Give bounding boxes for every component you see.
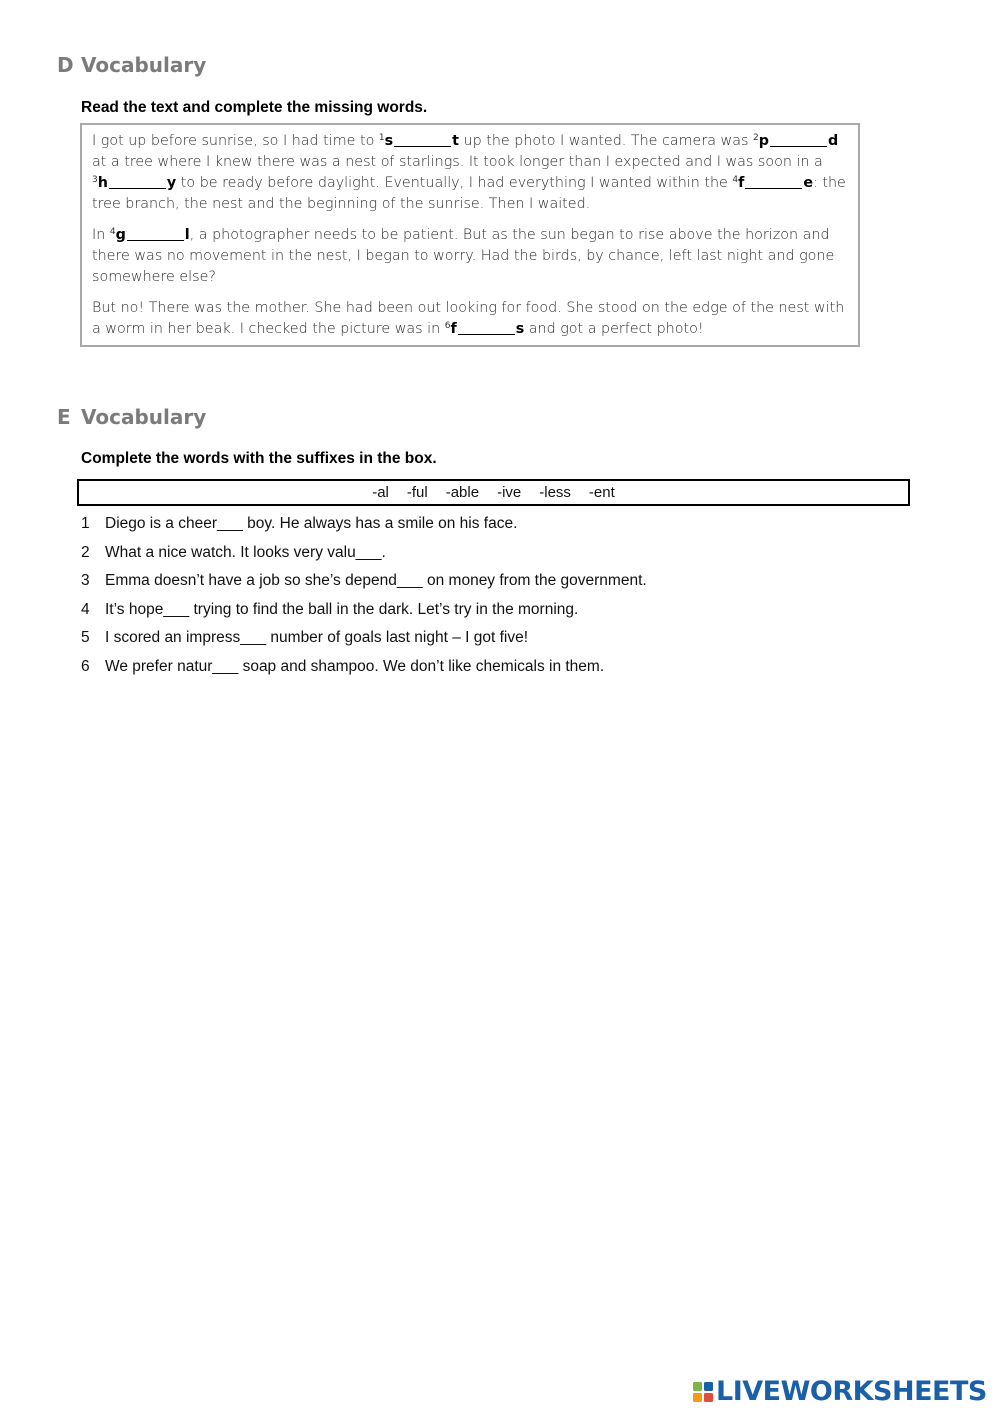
section-e-heading [57, 405, 206, 429]
item-text: What a nice watch. It looks very valu___. [105, 543, 386, 561]
gap-number: 4 [109, 227, 116, 237]
passage-text: to be ready before daylight. Eventually, I had everything I wanted within the [176, 175, 733, 191]
passage-text: and got a perfect photo! [524, 321, 704, 337]
passage-text: But no! There was the mother. She had been out looking for food. She stood on the edge of the nest with a worm in her beak. I checked the picture was in [92, 300, 845, 337]
item-text: We prefer natur___ soap and shampoo. We don’t like chemicals in them. [105, 657, 605, 675]
gap-first-letter: f [450, 321, 457, 337]
passage-text: , a photographer needs to be patient. But as the sun began to rise above the horizon and there was no movement in the nest, I began to worry. Had the birds, by chance, left last night and gone somewhere else? [92, 227, 835, 285]
gap-last-letter: l [184, 227, 190, 243]
logo-mark-icon [693, 1382, 713, 1402]
passage-paragraph-1 [92, 131, 848, 215]
suffix-item: -ent [588, 484, 615, 501]
item-text: It’s hope___ trying to find the ball in the dark. Let’s try in the morning. [105, 600, 579, 618]
gap-number: 2 [752, 133, 759, 143]
exercise-item-4[interactable] [81, 600, 647, 629]
gap-blank[interactable] [109, 174, 166, 189]
suffix-item: -al [372, 484, 389, 501]
gap-number: 4 [732, 175, 739, 185]
item-text: I scored an impress___ number of goals last night – I got five! [105, 629, 529, 647]
gap-last-letter: s [515, 321, 525, 337]
gap-first-letter: s [384, 133, 394, 149]
gap-3[interactable] [92, 175, 176, 191]
gap-2[interactable] [753, 133, 838, 149]
gap-blank[interactable] [394, 132, 451, 147]
suffix-item: -able [445, 484, 480, 501]
gap-blank[interactable] [127, 226, 184, 241]
section-d-letter: D [57, 53, 74, 77]
item-number: 1 [81, 515, 90, 532]
exercise-item-3[interactable] [81, 571, 647, 600]
item-number: 3 [81, 572, 90, 590]
gap-last-letter: t [452, 133, 460, 149]
item-number: 2 [81, 543, 90, 561]
exercise-item-6[interactable] [81, 657, 647, 686]
exercise-list [81, 514, 647, 686]
gap-1[interactable] [379, 133, 459, 149]
gap-5[interactable] [110, 227, 190, 243]
passage-paragraph-3 [92, 298, 848, 340]
gap-6[interactable] [445, 321, 524, 337]
passage-text: In [92, 227, 110, 243]
suffix-box [77, 479, 910, 506]
logo-tile [693, 1393, 702, 1402]
logo-tile [693, 1382, 702, 1391]
exercise-item-1[interactable] [81, 514, 647, 543]
passage-text: I got up before sunrise, so I had time to [92, 133, 379, 149]
gap-4[interactable] [732, 175, 813, 191]
exercise-item-5[interactable] [81, 628, 647, 657]
logo-tile [704, 1382, 713, 1391]
section-d-title: Vocabulary [81, 53, 207, 77]
gap-number: 3 [92, 175, 98, 185]
passage-text: at a tree where I knew there was a nest of starlings. It took longer than I expected and I was soon in a [92, 154, 823, 170]
gap-first-letter: h [97, 175, 108, 191]
item-number: 6 [81, 657, 90, 675]
section-e-title: Vocabulary [81, 405, 207, 429]
reading-passage [80, 123, 860, 347]
exercise-item-2[interactable] [81, 543, 647, 572]
item-text: Emma doesn’t have a job so she’s depend___ on money from the government. [105, 572, 647, 590]
gap-blank[interactable] [458, 320, 515, 335]
passage-text: : the tree branch, the nest and the beginning of the sunrise. Then I waited. [92, 175, 846, 212]
item-number: 4 [81, 600, 90, 618]
logo-tile [704, 1393, 713, 1402]
gap-last-letter: y [166, 175, 177, 191]
gap-last-letter: d [827, 133, 839, 149]
item-number: 5 [81, 629, 90, 647]
section-e-instruction: Complete the words with the suffixes in the box. [81, 450, 437, 467]
gap-first-letter: p [758, 133, 769, 149]
suffix-item: -ful [406, 484, 428, 501]
gap-blank[interactable] [770, 132, 827, 147]
section-e-letter: E [57, 405, 71, 429]
item-text: Diego is a cheer___ boy. He always has a smile on his face. [105, 515, 518, 532]
gap-last-letter: e [803, 175, 814, 191]
suffix-item: -less [539, 484, 571, 501]
gap-number: 1 [378, 133, 385, 143]
gap-number: 6 [444, 321, 451, 331]
section-d-heading [57, 53, 206, 77]
liveworksheets-logo[interactable] [693, 1376, 987, 1407]
section-d-instruction: Read the text and complete the missing words. [81, 99, 428, 116]
gap-blank[interactable] [745, 174, 802, 189]
gap-first-letter: f [738, 175, 745, 191]
suffix-item: -ive [497, 484, 522, 501]
passage-paragraph-2 [92, 225, 848, 288]
gap-first-letter: g [115, 227, 126, 243]
logo-text: LIVEWORKSHEETS [716, 1376, 987, 1407]
passage-text: up the photo I wanted. The camera was [459, 133, 753, 149]
